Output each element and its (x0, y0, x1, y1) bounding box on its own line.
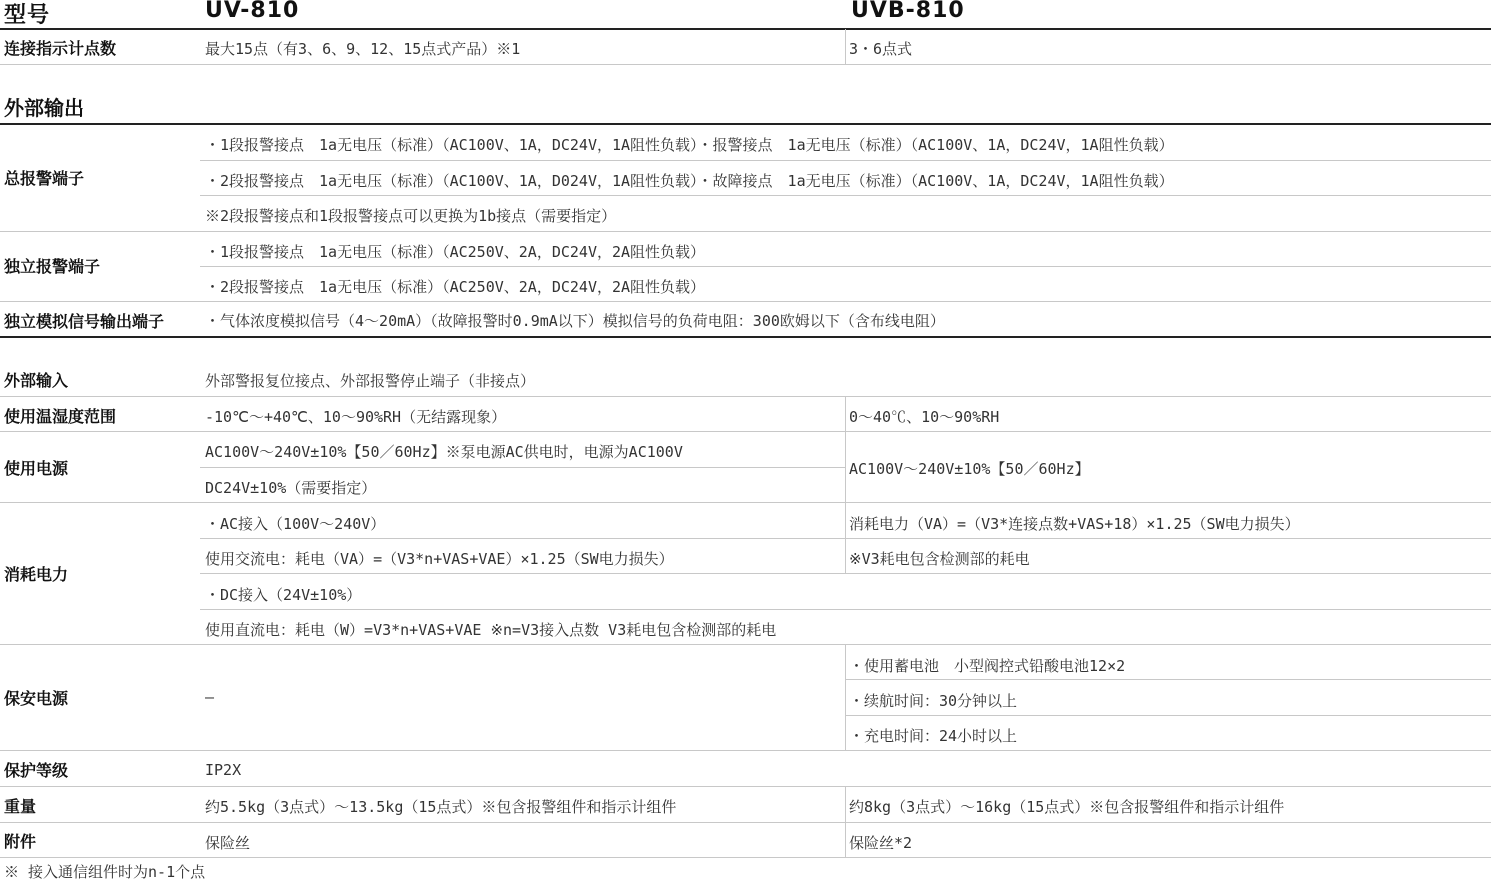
header-divider (0, 28, 1491, 30)
column-divider (845, 787, 846, 822)
general-alarm-line1: ・1段报警接点 1a无电压（标准）（AC100V、1A，DC24V，1A阻性负载）・报警接点 1a无电压（标准）（AC100V、1A，DC24V，1A阻性负载） (205, 136, 1174, 154)
power-uvb: AC100V～240V±10%【50／60Hz】 (849, 460, 1090, 478)
row-divider (0, 301, 1491, 302)
temp-range-uvb: 0～40℃、10～90%RH (849, 408, 1000, 426)
temp-range-label: 使用温湿度范围 (4, 407, 117, 426)
row-divider (0, 64, 1491, 65)
backup-uvb-charge: ・充电时间：24小时以上 (849, 727, 1018, 745)
protection-label: 保护等级 (4, 761, 69, 780)
row-divider (0, 431, 1491, 432)
row-divider (0, 857, 1491, 858)
row-divider (846, 679, 1491, 680)
backup-uvb-duration: ・续航时间：30分钟以上 (849, 692, 1018, 710)
model-label: 型号 (4, 3, 51, 28)
individual-alarm-label: 独立报警端子 (4, 257, 101, 276)
row-divider (200, 573, 1491, 574)
general-alarm-line2: ・2段报警接点 1a无电压（标准）（AC100V、1A，D024V，1A阻性负载）・故障接点 1a无电压（标准）（AC100V、1A，DC24V，1A阻性负载） (205, 172, 1174, 190)
accessory-uvb: 保险丝*2 (849, 834, 913, 852)
power-uv-dc: DC24V±10%（需要指定） (205, 479, 377, 497)
individual-alarm-line1: ・1段报警接点 1a无电压（标准）（AC250V、2A，DC24V，2A阻性负载） (205, 243, 706, 261)
column-divider (845, 823, 846, 857)
protection-value: IP2X (205, 761, 242, 779)
accessory-uv: 保险丝 (205, 834, 251, 852)
model-uv-header: UV-810 (205, 0, 300, 23)
row-divider (200, 266, 1491, 267)
external-input-value: 外部警报复位接点、外部报警停止端子（非接点） (205, 372, 536, 390)
individual-alarm-line2: ・2段报警接点 1a无电压（标准）（AC250V、2A，DC24V，2A阻性负载） (205, 278, 706, 296)
points-uvb: 3・6点式 (849, 40, 913, 58)
temp-range-uv: -10℃～+40℃、10～90%RH（无结露现象） (205, 408, 507, 426)
weight-uvb: 约8kg（3点式）～16kg（15点式）※包含报警组件和指示计组件 (849, 798, 1285, 816)
model-uvb-header: UVB-810 (851, 0, 965, 23)
consumption-uvb-note: ※V3耗电包含检测部的耗电 (849, 550, 1030, 568)
column-divider (845, 29, 846, 64)
section-divider (0, 336, 1491, 338)
column-divider (845, 645, 846, 750)
weight-uv: 约5.5kg（3点式）～13.5kg（15点式）※包含报警组件和指示计组件 (205, 798, 677, 816)
consumption-dc-calc: 使用直流电：耗电（W）=V3*n+VAS+VAE ※n=V3接入点数 V3耗电包含检测部的耗电 (205, 621, 777, 639)
points-label: 连接指示计点数 (4, 39, 117, 58)
consumption-dc-in: ・DC接入（24V±10%） (205, 586, 362, 604)
row-divider (0, 644, 1491, 645)
backup-uv: – (205, 688, 215, 706)
backup-uvb-battery: ・使用蓄电池 小型阀控式铅酸电池12×2 (849, 657, 1126, 675)
row-divider (0, 231, 1491, 232)
section-divider (0, 123, 1491, 125)
row-divider (200, 195, 1491, 196)
row-divider (0, 822, 1491, 823)
general-alarm-label: 总报警端子 (4, 169, 85, 188)
analog-output-label: 独立模拟信号输出端子 (4, 312, 165, 331)
accessory-label: 附件 (4, 832, 37, 851)
footnote: ※ 接入通信组件时为n-1个点 (4, 863, 206, 881)
row-divider (0, 502, 1491, 503)
consumption-label: 消耗电力 (4, 565, 69, 584)
section-output-title: 外部输出 (4, 96, 84, 120)
backup-label: 保安电源 (4, 689, 69, 708)
column-divider (845, 503, 846, 574)
consumption-uvb-formula: 消耗电力（VA）=（V3*连接点数+VAS+18）×1.25（SW电力损失） (849, 515, 1300, 533)
row-divider (0, 750, 1491, 751)
power-label: 使用电源 (4, 459, 69, 478)
row-divider (200, 160, 1491, 161)
row-divider (0, 786, 1491, 787)
consumption-ac-calc: 使用交流电：耗电（VA）=（V3*n+VAS+VAE）×1.25（SW电力损失） (205, 550, 674, 568)
row-divider (200, 609, 1491, 610)
row-divider (200, 467, 845, 468)
points-uv: 最大15点（有3、6、9、12、15点式产品）※1 (205, 40, 521, 58)
power-uv-ac: AC100V～240V±10%【50／60Hz】※泵电源AC供电时，电源为AC100V (205, 443, 683, 461)
general-alarm-line3: ※2段报警接点和1段报警接点可以更换为1b接点（需要指定） (205, 207, 617, 225)
consumption-ac-in: ・AC接入（100V～240V） (205, 515, 386, 533)
column-divider (845, 397, 846, 432)
external-input-label: 外部输入 (4, 371, 69, 390)
row-divider (846, 715, 1491, 716)
analog-output-value: ・气体浓度模拟信号（4～20mA）（故障报警时0.9mA以下）模拟信号的负荷电阻：300欧姆以下（含布线电阻） (205, 312, 945, 330)
weight-label: 重量 (4, 797, 37, 816)
row-divider (0, 396, 1491, 397)
column-divider (845, 432, 846, 503)
